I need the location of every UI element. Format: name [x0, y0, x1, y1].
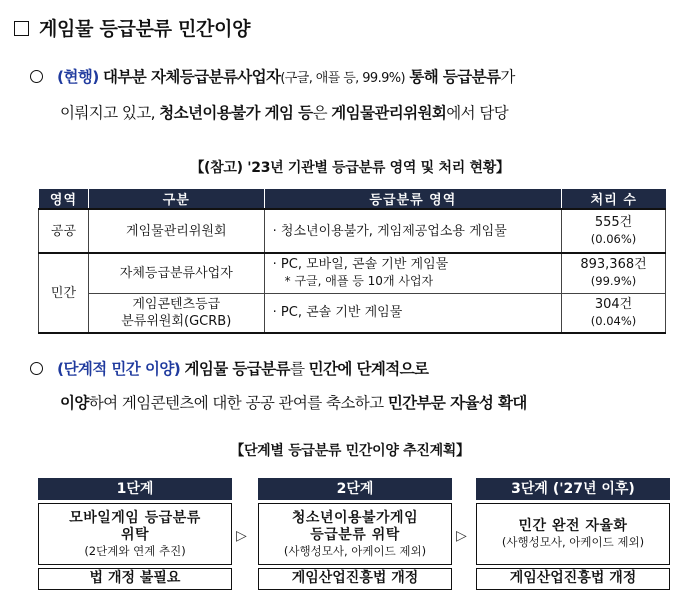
p1-l2-a: 이뤄지고 있고, [60, 104, 155, 122]
p2-text-1: 게임물 등급분류 [184, 360, 290, 378]
table-row [39, 253, 666, 293]
col-header-count: 처리 수 [562, 189, 666, 209]
stage-main-1: 모바일게임 등급분류 [69, 509, 201, 526]
area-cell-private: 민간 [39, 253, 89, 333]
count-value: 555건 [594, 215, 633, 230]
current-status-paragraph [30, 60, 680, 130]
arrow-right-icon: ▷ [456, 528, 467, 544]
stage-main-1: 청소년이용불가게임 [291, 509, 419, 526]
stage-main-1: 민간 완전 자율화 [518, 518, 628, 534]
stage-footer: 법 개정 불필요 [38, 568, 232, 590]
stage-body [38, 503, 232, 565]
p2-l2-b: 하여 게임콘텐츠에 대한 공공 관여를 축소하고 [88, 394, 384, 412]
division-line-2: 분류위원회(GCRB) [121, 313, 232, 329]
section-heading [14, 14, 250, 41]
table-row [39, 293, 666, 333]
stepwise-transfer-paragraph [30, 352, 680, 420]
stage-2 [258, 478, 452, 590]
p1-l2-e: 에서 담당 [446, 104, 509, 122]
p2-l2-c: 민간부문 자율성 확대 [387, 394, 527, 412]
circle-bullet-icon [30, 362, 43, 375]
p2-text-3: 민간에 단계적으로 [308, 360, 429, 378]
circle-bullet-icon [30, 70, 43, 83]
count-pct: (0.06%) [590, 232, 637, 246]
division-cell: 자체등급분류사업자 [88, 253, 264, 293]
stage-note: (사행성모사, 아케이드 제외) [501, 535, 645, 549]
division-line-1: 게임콘텐츠등급 [132, 296, 221, 312]
checkbox-square-icon [14, 21, 29, 36]
reference-table [38, 189, 666, 334]
scope-note: * 구글, 애플 등 10개 사업자 [284, 274, 434, 289]
current-label: (현행) [57, 68, 99, 86]
scope-cell: · PC, 콘솔 기반 게임물 [264, 293, 561, 333]
p1-l2-b: 청소년이용불가 게임 등 [159, 104, 313, 122]
stage-note: (2단계와 연계 추진) [84, 543, 186, 558]
stage-body [476, 503, 670, 565]
count-cell [562, 293, 666, 333]
table-caption: 【(참고) '23년 기관별 등급분류 영역 및 처리 현황】 [190, 160, 510, 176]
col-header-scope: 등급분류 영역 [264, 189, 561, 209]
stage-header: 1단계 [38, 478, 232, 500]
p1-text-2-tail: 가 [500, 68, 515, 86]
scope-cell: · 청소년이용불가, 게임제공업소용 게임물 [264, 209, 561, 253]
table-row [39, 209, 666, 253]
p1-l2-d: 게임물관리위원회 [331, 104, 447, 122]
count-value: 893,368건 [580, 257, 647, 273]
division-cell [88, 293, 264, 333]
stage-footer: 게임산업진흥법 개정 [476, 568, 670, 590]
stage-header: 3단계 ('27년 이후) [476, 478, 670, 500]
col-header-division: 구분 [88, 189, 264, 209]
stage-body [258, 503, 452, 565]
p1-text-1: 대부분 자체등급분류사업자 [103, 68, 281, 86]
stage-note: (사행성모사, 아케이드 제외) [283, 543, 427, 558]
stage-header: 2단계 [258, 478, 452, 500]
stage-main-2: 등급분류 위탁 [310, 526, 400, 543]
p1-l2-c: 은 [312, 104, 327, 122]
count-value: 304건 [594, 296, 633, 312]
stage-main-2: 위탁 [120, 526, 150, 543]
stage-3 [476, 478, 670, 590]
heading-text: 게임물 등급분류 민간이양 [39, 18, 251, 40]
plan-caption: 【단계별 등급분류 민간이양 추진계획】 [230, 443, 470, 459]
count-cell [562, 209, 666, 253]
stage-footer: 게임산업진흥법 개정 [258, 568, 452, 590]
p2-l2-a: 이양 [60, 394, 89, 412]
stage-1 [38, 478, 232, 590]
scope-cell [264, 253, 561, 293]
division-cell: 게임물관리위원회 [88, 209, 264, 253]
count-pct: (0.04%) [590, 313, 637, 328]
area-cell-public: 공공 [39, 209, 89, 253]
count-cell [562, 253, 666, 293]
p1-text-2: 통해 등급분류 [409, 68, 501, 86]
arrow-right-icon: ▷ [236, 528, 247, 544]
col-header-area: 영역 [39, 189, 89, 209]
count-pct: (99.9%) [590, 274, 637, 289]
scope-text: · PC, 모바일, 콘솔 기반 게임물 [272, 257, 449, 273]
p2-text-2: 를 [289, 360, 305, 378]
p1-text-small: (구글, 애플 등, 99.9%) [280, 71, 406, 86]
stepwise-label: (단계적 민간 이양) [57, 360, 181, 378]
